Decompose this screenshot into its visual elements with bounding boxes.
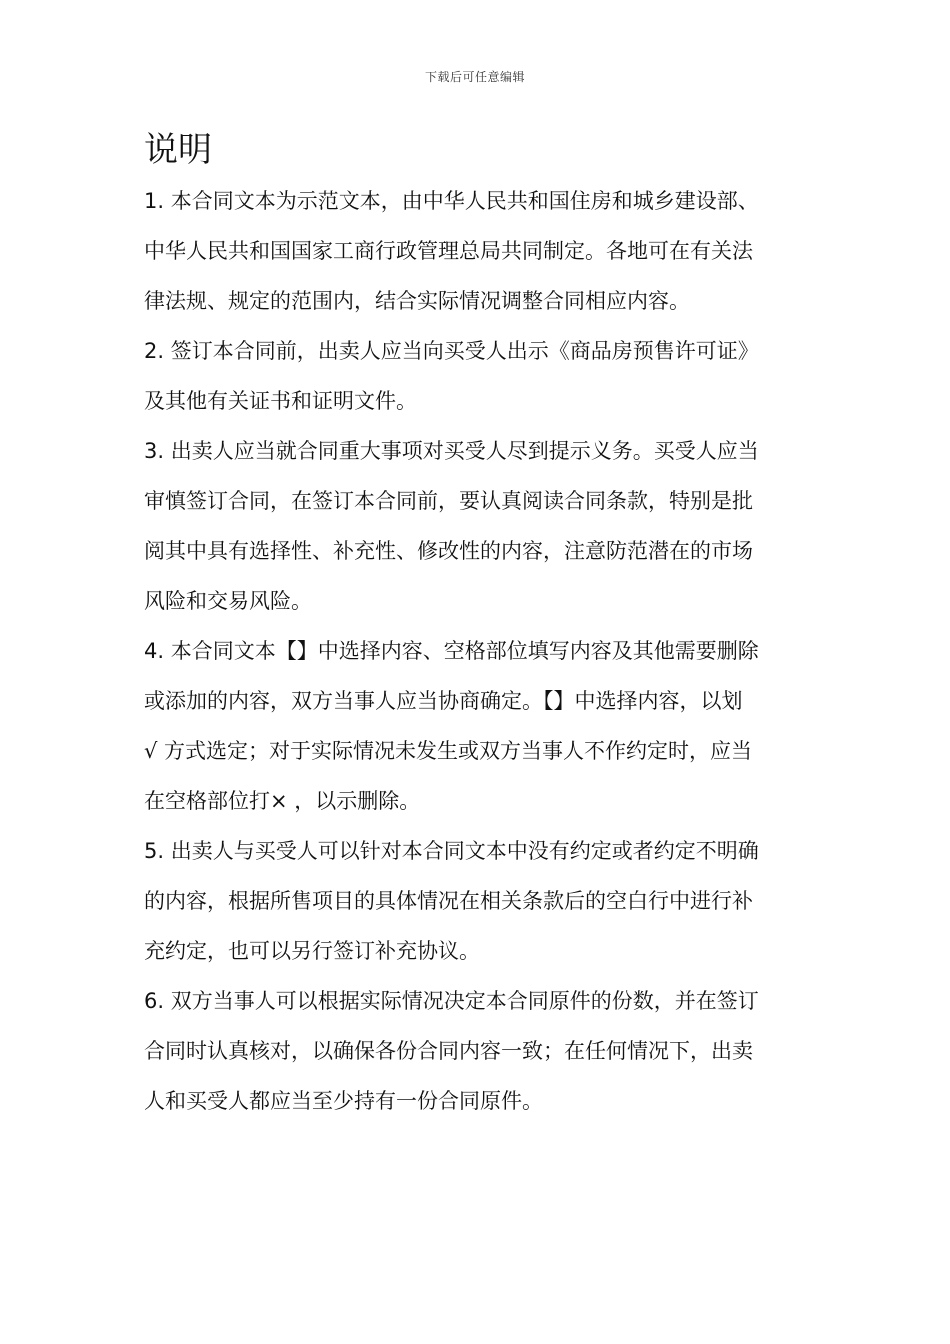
body-line-2: 中华人民共和国国家工商行政管理总局共同制定。各地可在有关法	[144, 239, 753, 263]
body-line-15: 的内容，根据所售项目的具体情况在相关条款后的空白行中进行补	[144, 889, 753, 913]
body-line-18: 合同时认真核对，以确保各份合同内容一致；在任何情况下，出卖	[144, 1039, 753, 1063]
body-line-14: 5. 出卖人与买受人可以针对本合同文本中没有约定或者约定不明确	[144, 839, 759, 863]
body-line-17: 6. 双方当事人可以根据实际情况决定本合同原件的份数，并在签订	[144, 989, 759, 1013]
body-line-9: 风险和交易风险。	[144, 589, 312, 613]
body-line-7: 审慎签订合同，在签订本合同前，要认真阅读合同条款，特别是批	[144, 489, 753, 513]
header-note: 下载后可任意编辑	[424, 70, 525, 84]
body-line-11: 或添加的内容，双方当事人应当协商确定。【】中选择内容，以划	[144, 689, 743, 713]
body-line-4: 2. 签订本合同前，出卖人应当向买受人出示《商品房预售许可证》	[144, 339, 759, 363]
body-line-5: 及其他有关证书和证明文件。	[144, 389, 417, 413]
body-line-12: √ 方式选定；对于实际情况未发生或双方当事人不作约定时，应当	[144, 739, 753, 763]
body-line-10: 4. 本合同文本【】中选择内容、空格部位填写内容及其他需要删除	[144, 639, 759, 663]
body-line-16: 充约定，也可以另行签订补充协议。	[144, 939, 480, 963]
body-line-19: 人和买受人都应当至少持有一份合同原件。	[144, 1089, 543, 1113]
body-line-3: 律法规、规定的范围内，结合实际情况调整合同相应内容。	[144, 289, 690, 313]
body-line-8: 阅其中具有选择性、补充性、修改性的内容，注意防范潜在的市场	[144, 539, 753, 563]
body-line-13: 在空格部位打× ，以示删除。	[144, 789, 421, 813]
document-body	[144, 176, 808, 1126]
page-title: 说明	[144, 130, 212, 170]
body-line-6: 3. 出卖人应当就合同重大事项对买受人尽到提示义务。买受人应当	[144, 439, 759, 463]
body-line-1: 1. 本合同文本为示范文本，由中华人民共和国住房和城乡建设部、	[144, 189, 759, 213]
